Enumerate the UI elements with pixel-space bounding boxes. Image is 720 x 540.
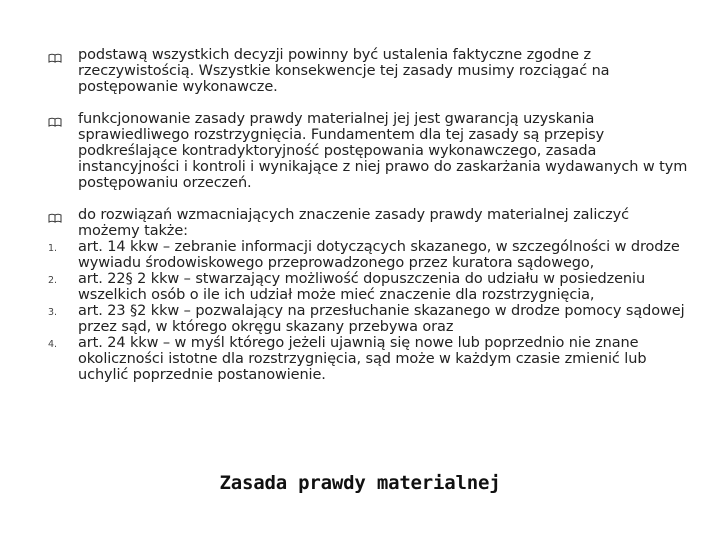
numbered-item bbox=[48, 335, 688, 383]
bullet-text: funkcjonowanie zasady prawdy materialnej jej jest gwarancją uzyskania sprawiedliwego rozstrzygnięcia. Fundamentem dla tej zasady są przepisy podkreślające kontradyktoryjność postępowania wykonawczego, zasada instancyjności i kontroli i wynikające z niej prawo do zaskarżania wydawanych w tym postępowaniu orzeczeń. bbox=[78, 111, 688, 191]
numbered-list bbox=[48, 239, 688, 383]
slide-title: Zasada prawdy materialnej bbox=[219, 472, 501, 494]
item-text: art. 14 kkw – zebranie informacji dotyczących skazanego, w szczególności w drodze wywiadu środowiskowego przeprowadzonego przez kuratora sądowego, bbox=[78, 239, 680, 271]
item-number: 1. bbox=[48, 243, 57, 254]
book-icon bbox=[48, 211, 62, 221]
item-text: art. 23 §2 kkw – pozwalający na przesłuchanie skazanego w drodze pomocy sądowej przez sąd, w którego okręgu skazany przebywa oraz bbox=[78, 303, 685, 335]
bullet-item bbox=[48, 111, 688, 191]
bullet-text: do rozwiązań wzmacniających znaczenie zasady prawdy materialnej zaliczyć możemy także: bbox=[78, 207, 630, 239]
item-number: 2. bbox=[48, 275, 57, 286]
item-text: art. 24 kkw – w myśl którego jeżeli ujawnią się nowe lub poprzednio nie znane okoliczności istotne dla rozstrzygnięcia, sąd może w każdym czasie zmienić lub uchylić poprzednie postanowienie. bbox=[78, 335, 647, 383]
book-icon bbox=[48, 51, 62, 61]
item-number: 3. bbox=[48, 307, 57, 318]
book-icon bbox=[48, 115, 62, 125]
bullet-text: podstawą wszystkich decyzji powinny być ustalenia faktyczne zgodne z rzeczywistością. Wszystkie konsekwencje tej zasady musimy rozciągać na postępowanie wykonawcze. bbox=[78, 47, 610, 95]
item-text: art. 22§ 2 kkw – stwarzający możliwość dopuszczenia do udziału w posiedzeniu wszelkich osób o ile ich udział może mieć znaczenie dla rozstrzygnięcia, bbox=[78, 271, 646, 303]
numbered-item bbox=[48, 239, 688, 271]
bullet-item bbox=[48, 207, 688, 239]
numbered-item bbox=[48, 303, 688, 335]
item-number: 4. bbox=[48, 339, 57, 350]
numbered-item bbox=[48, 271, 688, 303]
slide-content bbox=[48, 47, 688, 383]
bullet-item bbox=[48, 47, 688, 95]
